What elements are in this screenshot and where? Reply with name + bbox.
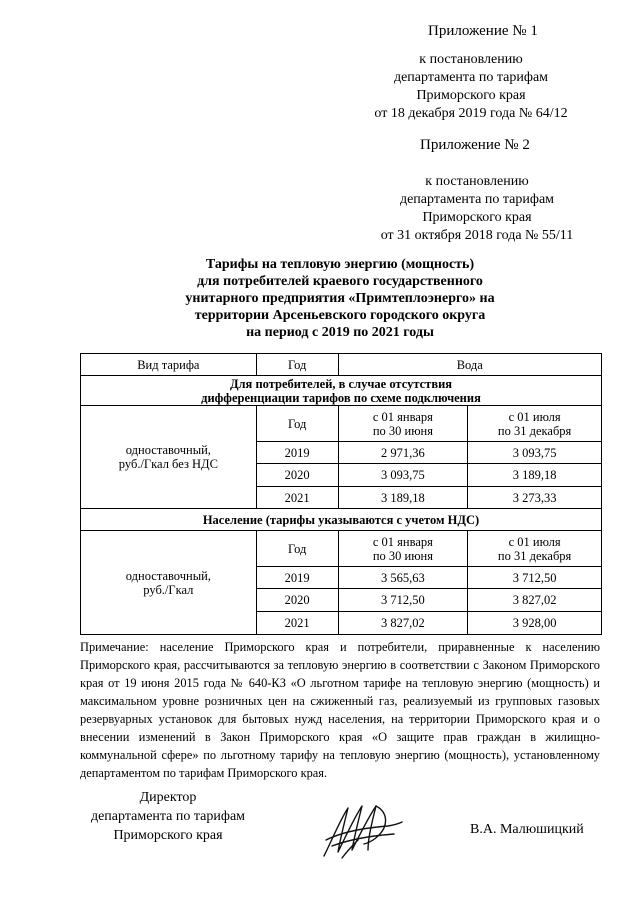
value-cell: 3 827,02 bbox=[468, 589, 602, 612]
value-cell: 3 189,18 bbox=[338, 487, 468, 509]
document-title bbox=[80, 256, 600, 341]
signatory-position-line: Директор bbox=[139, 790, 197, 805]
title-line: унитарного предприятия «Примтеплоэнерго» на bbox=[185, 291, 495, 306]
signatory-position bbox=[68, 788, 268, 845]
period-line: с 01 июля bbox=[508, 409, 561, 424]
header-water: Вода bbox=[338, 354, 601, 376]
tariff-type-line: одноставочный, bbox=[125, 443, 211, 457]
appendix-2-title: Приложение № 2 bbox=[420, 137, 530, 153]
section-title bbox=[81, 509, 602, 531]
year-cell: 2019 bbox=[256, 567, 338, 589]
signatory-position-line: департамента по тарифам bbox=[90, 809, 246, 824]
value-cell: 3 565,63 bbox=[338, 567, 468, 589]
value-cell: 3 712,50 bbox=[468, 567, 602, 589]
signatory-name: В.А. Малюшицкий bbox=[470, 822, 584, 837]
period-line: по 31 декабря bbox=[497, 423, 572, 438]
appendix-1-line: от 18 декабря 2019 года № 64/12 bbox=[374, 106, 568, 121]
value-cell: 2 971,36 bbox=[338, 442, 468, 464]
appendix-2-line: от 31 октября 2018 года № 55/11 bbox=[380, 228, 574, 243]
year-cell: 2021 bbox=[256, 487, 338, 509]
section-title-line: дифференциации тарифов по схеме подключения bbox=[201, 390, 481, 405]
section-title-row bbox=[81, 376, 602, 406]
appendix-1-line: к постановлению bbox=[419, 52, 523, 67]
tariff-type-line: руб./Гкал без НДС bbox=[118, 457, 218, 471]
table-header-row bbox=[81, 354, 602, 376]
sub-header-period-1 bbox=[338, 531, 468, 567]
value-cell: 3 189,18 bbox=[468, 464, 602, 487]
tariff-type-cell bbox=[81, 406, 257, 509]
value-cell: 3 093,75 bbox=[468, 442, 602, 464]
section-title-line: Население (тарифы указываются с учетом НДС) bbox=[202, 512, 480, 527]
period-line: по 30 июня bbox=[372, 423, 433, 438]
handwritten-signature bbox=[318, 800, 408, 862]
note-paragraph: Примечание: население Приморского края и потребители, приравненные к населению Приморского края, рассчитываются за тепловую энергию в соответствии с Законом Приморского края от 19 июня 2015 года № 640-КЗ «О льготном тарифе на тепловую энергию (мощность) и максимальном уровне розничных цен на сжиженный газ, реализуемый из групповых газовых резервуарных установок для бытовых нужд населения, на территории Приморского края и о внесении изменений в Закон Приморского края «О защите прав граждан в жилищно-коммунальной сфере» по льготному тарифу на тепловую энергию (мощность), установленному департаментом по тарифам Приморского края. bbox=[80, 640, 600, 780]
sub-header-period-2 bbox=[468, 406, 602, 442]
appendix-2-line: к постановлению bbox=[425, 174, 529, 189]
tariff-type-cell bbox=[81, 531, 257, 635]
appendix-1-block bbox=[356, 51, 586, 123]
period-line: по 30 июня bbox=[372, 548, 433, 563]
header-year: Год bbox=[256, 354, 338, 376]
period-line: с 01 июля bbox=[508, 534, 561, 549]
appendix-1-line: Приморского края bbox=[416, 88, 526, 103]
value-cell: 3 712,50 bbox=[338, 589, 468, 612]
sub-header-year: Год bbox=[256, 531, 338, 567]
value-cell: 3 273,33 bbox=[468, 487, 602, 509]
appendix-1-title: Приложение № 1 bbox=[428, 23, 538, 39]
appendix-2-line: департамента по тарифам bbox=[399, 192, 555, 207]
sub-header-row bbox=[81, 406, 602, 442]
title-line: территории Арсеньевского городского округа bbox=[194, 308, 486, 323]
value-cell: 3 093,75 bbox=[338, 464, 468, 487]
sub-header-period-2 bbox=[468, 531, 602, 567]
period-line: с 01 января bbox=[372, 409, 433, 424]
section-title-line: Для потребителей, в случае отсутствия bbox=[229, 376, 453, 391]
year-cell: 2020 bbox=[256, 464, 338, 487]
period-line: по 31 декабря bbox=[497, 548, 572, 563]
sub-header-year: Год bbox=[256, 406, 338, 442]
title-line: Тарифы на тепловую энергию (мощность) bbox=[205, 257, 475, 272]
tariff-type-line: руб./Гкал bbox=[143, 582, 194, 597]
tariff-type-line: одноставочный, bbox=[125, 568, 211, 583]
year-cell: 2020 bbox=[256, 589, 338, 612]
appendix-2-line: Приморского края bbox=[422, 210, 532, 225]
tariff-table bbox=[80, 353, 602, 635]
period-line: с 01 января bbox=[372, 534, 433, 549]
year-cell: 2021 bbox=[256, 612, 338, 635]
title-line: для потребителей краевого государственного bbox=[197, 274, 483, 289]
section-title bbox=[81, 376, 602, 406]
signatory-position-line: Приморского края bbox=[113, 828, 223, 843]
appendix-2-block bbox=[362, 173, 592, 245]
value-cell: 3 827,02 bbox=[338, 612, 468, 635]
sub-header-row bbox=[81, 531, 602, 567]
value-cell: 3 928,00 bbox=[468, 612, 602, 635]
sub-header-period-1 bbox=[338, 406, 468, 442]
year-cell: 2019 bbox=[256, 442, 338, 464]
section-title-row bbox=[81, 509, 602, 531]
header-tariff-type: Вид тарифа bbox=[81, 354, 257, 376]
title-line: на период с 2019 по 2021 годы bbox=[246, 325, 434, 340]
appendix-1-line: департамента по тарифам bbox=[393, 70, 549, 85]
